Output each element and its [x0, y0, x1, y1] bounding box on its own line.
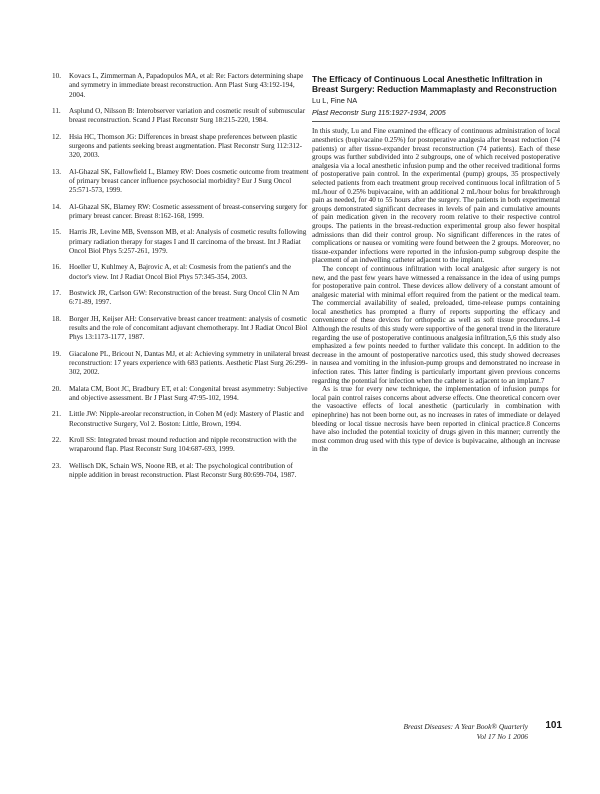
reference-number: 12.	[52, 132, 61, 141]
abstract-title: The Efficacy of Continuous Local Anesthetic Infiltration in Breast Surgery: Reduction Mammaplasty and Reconstruction	[312, 74, 557, 95]
reference-number: 15.	[52, 228, 61, 237]
reference-number: 20.	[52, 384, 61, 393]
reference-number: 10.	[52, 72, 61, 80]
reference-text: Hsia HC, Thomson JG: Differences in breast shape preferences between plastic surgeons and patients seeking breast augmentation. Plast Reconstr Surg 112:312-320, 2003.	[69, 132, 303, 160]
reference-number: 18.	[52, 314, 61, 323]
reference-number: 11.	[52, 106, 61, 115]
journal-name: Breast Diseases: A Year Book® Quarterly	[403, 722, 528, 731]
reference-number: 23.	[52, 461, 61, 470]
reference-text: Al-Ghazal SK, Blamey RW: Cosmetic assessment of breast-conserving surgery for primary breast cancer. Breast 8:162-168, 1999.	[69, 202, 308, 220]
reference-number: 22.	[52, 436, 61, 445]
abstract-authors: Lu L, Fine NA	[312, 96, 358, 106]
reference-item	[52, 203, 310, 222]
reference-number: 19.	[52, 349, 61, 358]
reference-number: 13.	[52, 167, 61, 176]
reference-item	[52, 385, 310, 404]
reference-text: Little JW: Nipple-areolar reconstruction, in Cohen M (ed): Mastery of Plastic and Reconstructive Surgery, Vol 2. Boston: Little, Brown, 1994.	[69, 410, 304, 428]
abstract-citation	[312, 108, 560, 122]
reference-number: 16.	[52, 263, 61, 272]
abstract-body	[312, 127, 560, 454]
reference-item	[52, 168, 310, 196]
reference-text: Harris JR, Levine MB, Svensson MB, et al: Analysis of cosmetic results following primary radiation therapy for stages I and II carcinoma of the breast. Int J Radiat Oncol Biol Phys 5:257-261, 1979.	[69, 228, 307, 255]
reference-text: Kroll SS: Integrated breast mound reduction and nipple reconstruction with the wraparound flap. Plast Reconstr Surg 104:687-693, 1999.	[69, 436, 297, 454]
abstract-paragraph: In this study, Lu and Fine examined the efficacy of continuous administration of local anesthetics (bupivacaine 0.25%) for postoperative analgesia after breast reduction (74 patients) or after tissue-expander breast reconstruction (74 patients). Each of these groups was further subdivided into 2 subgroups, one of which received postoperative analgesia via a local anesthetic infusion pump and the other received traditional forms of postoperative pain control. In the experimental (pump) groups, 35 prospectively selected patients from each treatment group received continuous local infiltration of 5 mL/hour of 0.25% bupivacaine, with an additional 2 mL/hour bolus for breakthrough pain as needed, for 40 to 55 hours after the surgery. The patients in both experimental groups demonstrated significant decreases in levels of pain and cumulative amounts of pain medication given in the recovery room relative to their respective control groups. The patients in the breast-reduction experimental group also fewer hospital admissions than did their control group. No significant differences in the rates of complications or nausea or vomiting were found between the 2 groups. Moreover, no tissue-expander infections were reported in the infusion-pump subgroup despite the placement of an indwelling catheter adjacent to the implant.	[312, 127, 560, 265]
abstract-citation-text: Plast Reconstr Surg 115:1927-1934, 2005	[312, 108, 446, 118]
reference-number: 17.	[52, 289, 61, 297]
reference-text: Borger JH, Keijser AH: Conservative breast cancer treatment: analysis of cosmetic results and the role of concomitant adjuvant chemotherapy. Int J Radiat Oncol Biol Phys 13:1173-1177, 1987.	[69, 314, 308, 342]
reference-item	[52, 228, 310, 256]
journal-volume: Vol 17 No 1 2006	[476, 732, 528, 741]
reference-list	[52, 72, 310, 487]
page-number: 101	[545, 720, 562, 731]
reference-text: Bostwick JR, Carlson GW: Reconstruction of the breast. Surg Oncol Clin N Am 6:71-89, 1997.	[69, 289, 300, 307]
reference-item	[52, 72, 310, 100]
reference-item	[52, 315, 310, 343]
abstract-section	[312, 74, 560, 454]
reference-text: Asplund O, Nilsson B: Interobserver variation and cosmetic result of submuscular breast reconstruction. Scand J Plast Reconstr Surg 18:215-220, 1984.	[69, 106, 306, 125]
reference-item	[52, 462, 310, 481]
reference-number: 14.	[52, 202, 61, 211]
reference-item	[52, 263, 310, 282]
reference-text: Wellisch DK, Schain WS, Noone RB, et al: The psychological contribution of nipple addition in breast reconstruction. Plast Reconstr Surg 80:699-704, 1987.	[69, 461, 297, 480]
reference-item	[52, 133, 310, 161]
reference-item	[52, 289, 310, 308]
reference-item	[52, 436, 310, 455]
reference-item	[52, 107, 310, 126]
reference-number: 21.	[52, 410, 61, 419]
reference-item	[52, 350, 310, 378]
reference-text: Giacalone PL, Bricout N, Dantas MJ, et al: Achieving symmetry in unilateral breast reconstruction: 17 years experience with 683 patients. Aesthetic Plast Surg 26:299-302, 2002.	[69, 349, 310, 377]
reference-text: Kovacs L, Zimmerman A, Papadopulos MA, et al: Re: Factors determining shape and symmetry in immediate breast reconstruction. Ann Plast Surg 43:192-194, 2004.	[69, 72, 304, 99]
abstract-paragraph: As is true for every new technique, the implementation of infusion pumps for local pain control raises concerns about adverse effects. One theoretical concern over the vasoactive effects of local anesthetic (particularly in combination with epinephrine) has not been borne out, as no increases in rates of immediate or delayed bleeding or local tissue necrosis have been reported in clinical practice.8 Concerns have also included the potential toxicity of drugs given in this manner; currently the most common drug used with this type of device is bupivacaine, although an increase in the	[312, 385, 560, 454]
reference-item	[52, 410, 310, 429]
reference-text: Malata CM, Boot JC, Bradbury ET, et al: Congenital breast asymmetry: Subjective and objective assessment. Br J Plast Surg 47:95-102, 1994.	[69, 384, 308, 402]
reference-text: Al-Ghazal SK, Fallowfield L, Blamey RW: Does cosmetic outcome from treatment of primary breast cancer influence psychosocial morbidity? Eur J Surg Oncol 25:571-573, 1999.	[69, 167, 309, 195]
reference-text: Hoeller U, Kuhlmey A, Bajrovic A, et al: Cosmesis from the patient's and the doctor's view. Int J Radiat Oncol Biol Phys 57:345-354, 2003.	[69, 263, 292, 281]
abstract-paragraph: The concept of continuous infiltration with local analgesic after surgery is not new, and the past few years have witnessed a renaissance in the idea of using pumps for postoperative pain control. These devices allow delivery of a constant amount of analgesic material with minimal effort required from the patient or the medical team. The commercial availability of sealed, preloaded, time-release pumps containing local anesthetics has prompted a flurry of reports supporting the efficacy and convenience of these devices for orthopedic as well as soft tissue procedures.1-4 Although the results of this study were supportive of the general trend in the literature regarding the use of postoperative continuous analgesia infiltration,5,6 this study also emphasized a few points needed to further validate this concept. In addition to the decrease in the amount of postoperative narcotics used, this study showed decreases in nausea and vomiting in the infusion-pump groups and demonstrated no increase in infection rates. This latter finding is particularly important given previous concerns regarding the potential for infection when the catheter is adjacent to an implant.7	[312, 264, 560, 385]
